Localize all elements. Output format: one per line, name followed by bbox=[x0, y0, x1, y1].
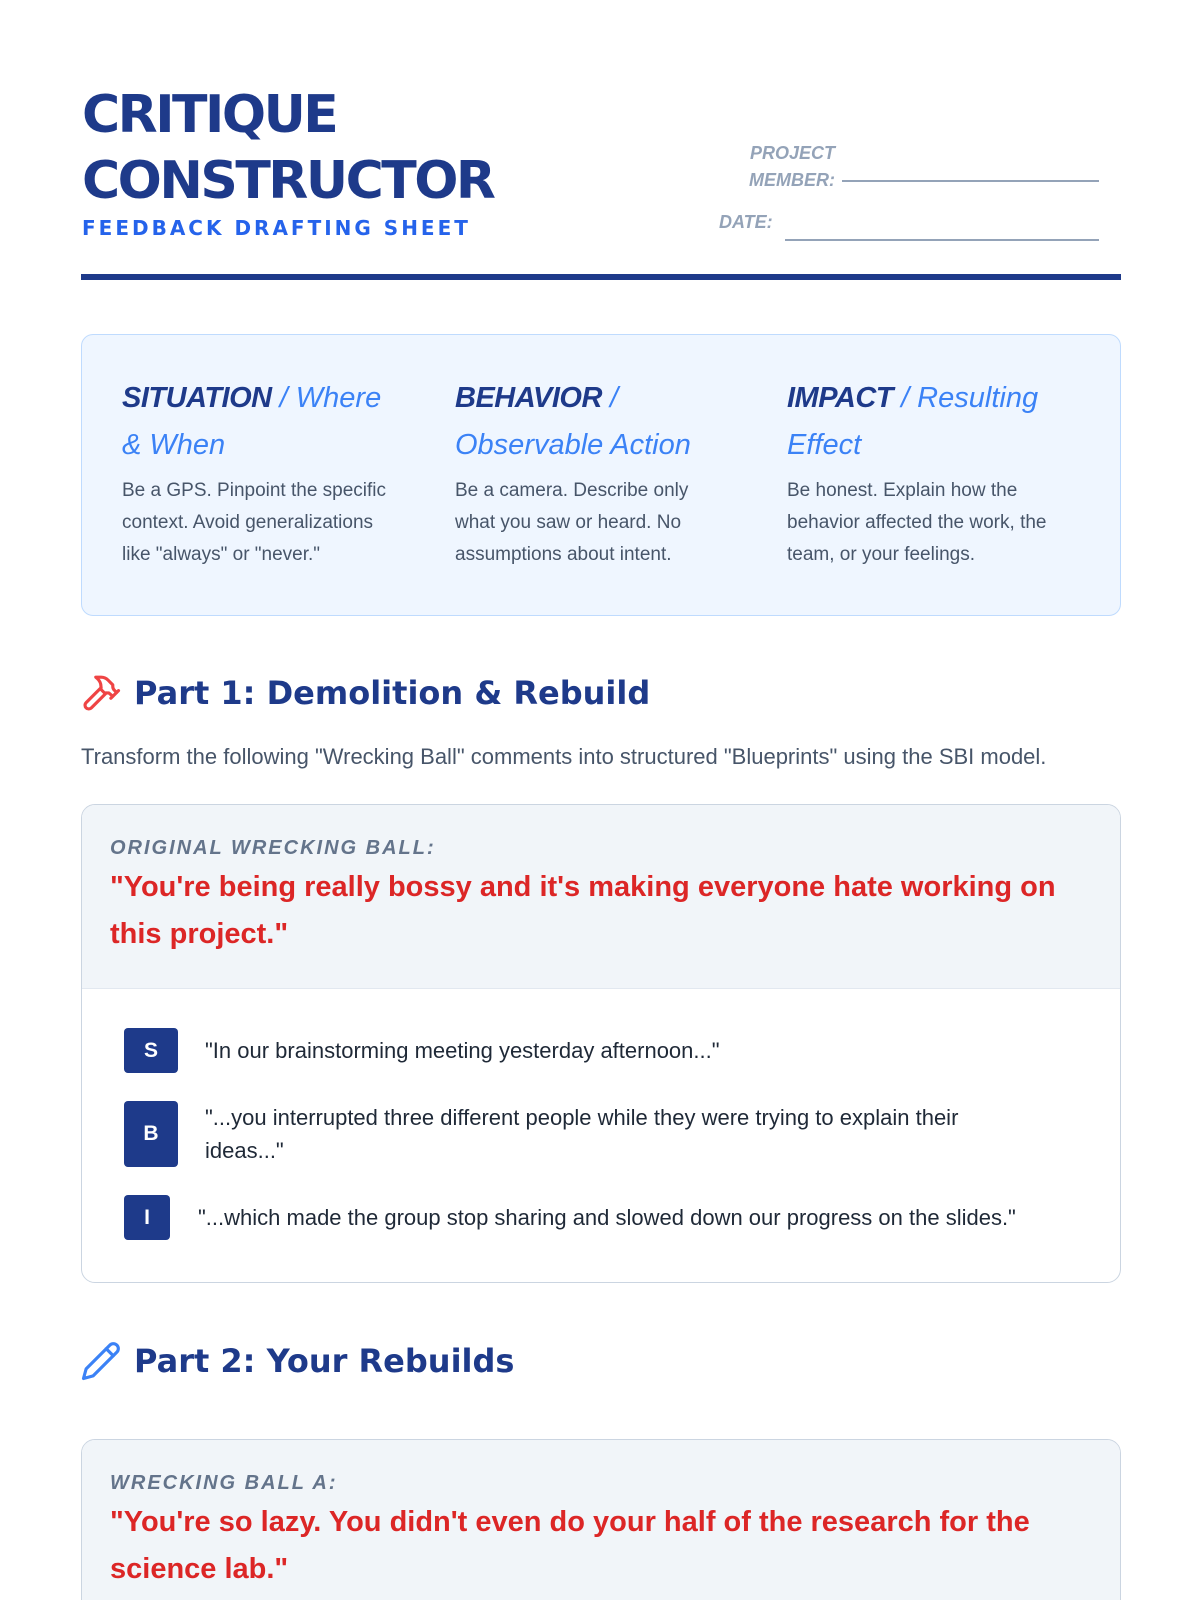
page-title bbox=[82, 82, 493, 214]
badge-b: B bbox=[124, 1101, 178, 1167]
title-block bbox=[82, 82, 493, 240]
part2-title: Part 2: Your Rebuilds bbox=[134, 1342, 515, 1380]
sbi-situation-heading bbox=[122, 375, 397, 469]
project-member-label-line-1: PROJECT bbox=[749, 143, 835, 163]
part1-instructions: Transform the following "Wrecking Ball" comments into structured "Blueprints" using the SBI model. bbox=[81, 744, 1047, 769]
badge-s: S bbox=[124, 1028, 178, 1073]
page-subtitle: FEEDBACK DRAFTING SHEET bbox=[82, 216, 471, 240]
sbi-behavior-sub: / Observable Action bbox=[455, 382, 691, 461]
sbi-behavior bbox=[455, 375, 730, 571]
sbi-situation-description: Be a GPS. Pinpoint the specific context. Avoid generalizations like "always" or "never." bbox=[122, 480, 387, 565]
project-member-field[interactable] bbox=[842, 180, 1099, 182]
part2-heading bbox=[80, 1339, 514, 1383]
wrecking-ball-a-header bbox=[82, 1440, 1120, 1600]
hammer-icon bbox=[80, 672, 122, 714]
header-divider bbox=[81, 274, 1121, 280]
wrecking-ball-a-card bbox=[81, 1439, 1121, 1600]
wrecking-ball-a-label: WRECKING BALL A: bbox=[110, 1472, 338, 1494]
wrecking-ball-label: ORIGINAL WRECKING BALL: bbox=[110, 837, 436, 859]
part1-heading bbox=[80, 671, 650, 715]
header-fields bbox=[719, 140, 1120, 250]
sbi-impact-description: Be honest. Explain how the behavior affected the work, the team, or your feelings. bbox=[787, 480, 1047, 565]
row-s-text: "In our brainstorming meeting yesterday afternoon..." bbox=[205, 1038, 720, 1063]
row-i-text: "...which made the group stop sharing and slowed down our progress on the slides." bbox=[198, 1205, 1016, 1230]
sbi-behavior-heading bbox=[455, 375, 730, 469]
badge-i: I bbox=[124, 1195, 170, 1240]
sbi-behavior-term: BEHAVIOR bbox=[455, 382, 602, 414]
project-member-label bbox=[745, 140, 835, 194]
wrecking-ball-a-quote: "You're so lazy. You didn't even do your half of the research for the science lab." bbox=[110, 1506, 1030, 1585]
example-card-header bbox=[82, 805, 1120, 988]
page-title-line-1: CRITIQUE bbox=[82, 85, 337, 145]
pencil-icon bbox=[80, 1340, 122, 1382]
date-field[interactable] bbox=[785, 239, 1099, 241]
sbi-situation-term: SITUATION bbox=[122, 382, 272, 414]
sbi-impact bbox=[787, 375, 1062, 571]
sbi-situation bbox=[122, 375, 397, 571]
project-member-label-line-2: MEMBER: bbox=[749, 170, 835, 190]
sbi-situation-sub: / Where & When bbox=[122, 382, 382, 461]
row-b-text: "...you interrupted three different people while they were trying to explain their ideas..." bbox=[205, 1105, 959, 1163]
part1-title: Part 1: Demolition & Rebuild bbox=[134, 674, 651, 712]
wrecking-ball-quote: "You're being really bossy and it's making everyone hate working on this project." bbox=[110, 871, 1056, 950]
sbi-impact-sub: / Resulting Effect bbox=[787, 382, 1039, 461]
example-card bbox=[81, 804, 1121, 1283]
card-divider bbox=[82, 988, 1120, 989]
date-label: DATE: bbox=[719, 212, 773, 232]
sbi-impact-term: IMPACT bbox=[787, 382, 894, 414]
page-title-line-2: CONSTRUCTOR bbox=[82, 151, 494, 211]
sbi-impact-heading bbox=[787, 375, 1062, 469]
sbi-behavior-description: Be a camera. Describe only what you saw or heard. No assumptions about intent. bbox=[455, 480, 689, 565]
sbi-guide-panel bbox=[81, 334, 1121, 616]
